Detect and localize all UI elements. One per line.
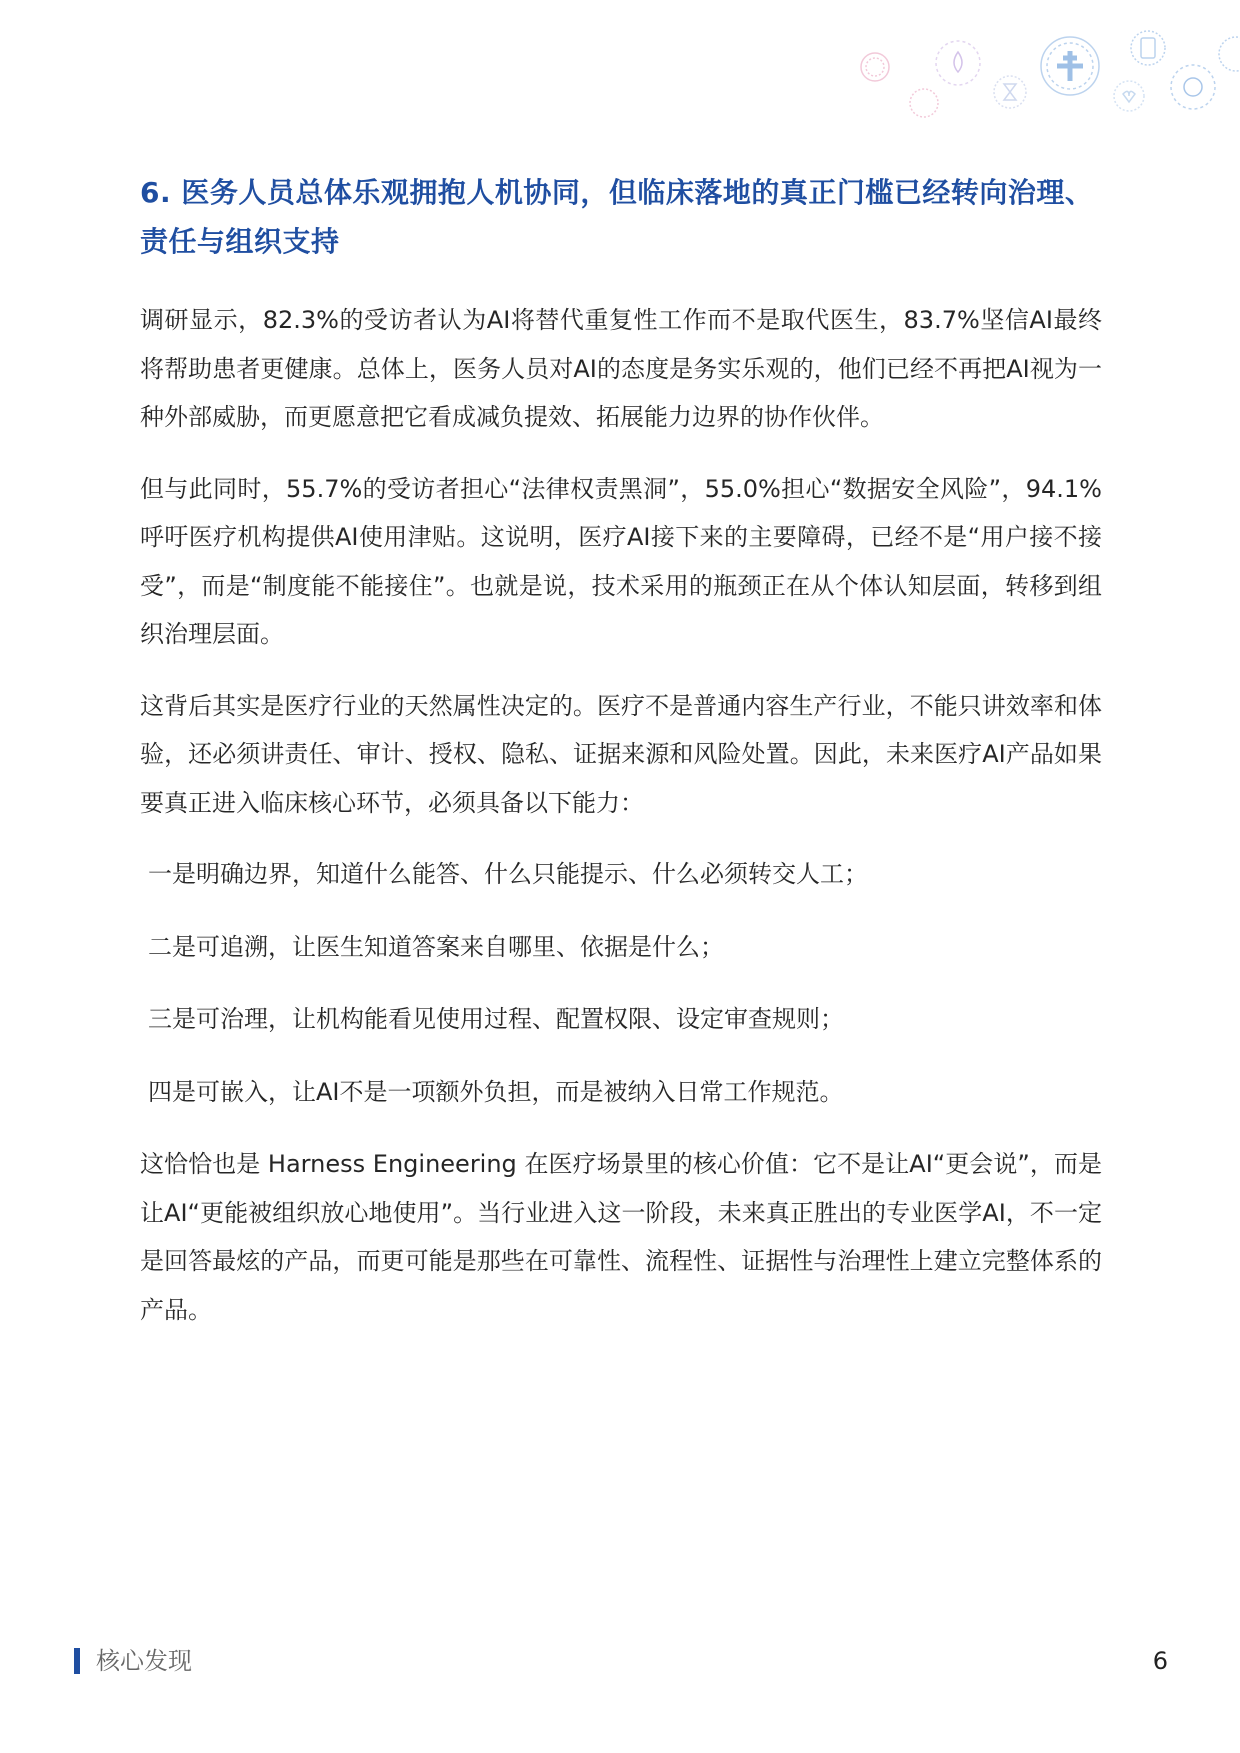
paragraph: 但与此同时，55.7%的受访者担心“法律权责黑洞”，55.0%担心“数据安全风险”，94.1%呼吁医疗机构提供AI使用津贴。这说明，医疗AI接下来的主要障碍，已经不是“用户接不接受”，而是“制度能不能接住”。也就是说，技术采用的瓶颈正在从个体认知层面，转移到组织治理层面。 bbox=[140, 474, 1102, 648]
pill-badge-icon bbox=[910, 89, 938, 117]
paragraph: 这背后其实是医疗行业的天然属性决定的。医疗不是普通内容生产行业，不能只讲效率和体验，还必须讲责任、审计、授权、隐私、证据来源和风险处置。因此，未来医疗AI产品如果要真正进入临床核心环节，必须具备以下能力： bbox=[140, 691, 1102, 817]
list-item: 四是可嵌入，让AI不是一项额外负担，而是被纳入日常工作规范。 bbox=[148, 1077, 844, 1106]
virus-badge-icon bbox=[1171, 65, 1215, 109]
paragraph: 调研显示，82.3%的受访者认为AI将替代重复性工作而不是取代医生，83.7%坚信AI最终将帮助患者更健康。总体上，医务人员对AI的态度是务实乐观的，他们已经不再把AI视为一种外部威胁，而更愿意把它看成减负提效、拓展能力边界的协作伙伴。 bbox=[140, 306, 1102, 431]
footer-section-label: 核心发现 bbox=[96, 1647, 192, 1675]
drop-badge-icon bbox=[936, 41, 980, 85]
list-item: 三是可治理，让机构能看见使用过程、配置权限、设定审查规则； bbox=[148, 1005, 844, 1033]
list-item: 一是明确边界，知道什么能答、什么只能提示、什么必须转交人工； bbox=[148, 860, 868, 888]
list-item: 二是可追溯，让医生知道答案来自哪里、依据是什么； bbox=[148, 932, 724, 961]
page-number: 6 bbox=[1152, 1647, 1168, 1675]
medical-icons-decoration bbox=[720, 0, 1240, 150]
phone-badge-icon bbox=[1131, 31, 1165, 65]
article-body bbox=[140, 296, 1102, 1357]
heart-badge-icon bbox=[861, 53, 889, 81]
paragraph: 这恰恰也是 Harness Engineering 在医疗场景里的核心价值：它不是让AI“更会说”，而是让AI“更能被组织放心地使用”。当行业进入这一阶段，未来真正胜出的专业医学AI，不一定是回答最炫的产品，而更可能是那些在可靠性、流程性、证据性与治理性上建立完整体系的产品。 bbox=[140, 1150, 1102, 1324]
bottle-badge-icon bbox=[1219, 37, 1240, 71]
footer-accent-bar bbox=[74, 1648, 80, 1674]
section-heading: 6. 医务人员总体乐观拥抱人机协同，但临床落地的真正门槛已经转向治理、责任与组织支持 bbox=[140, 176, 1094, 258]
